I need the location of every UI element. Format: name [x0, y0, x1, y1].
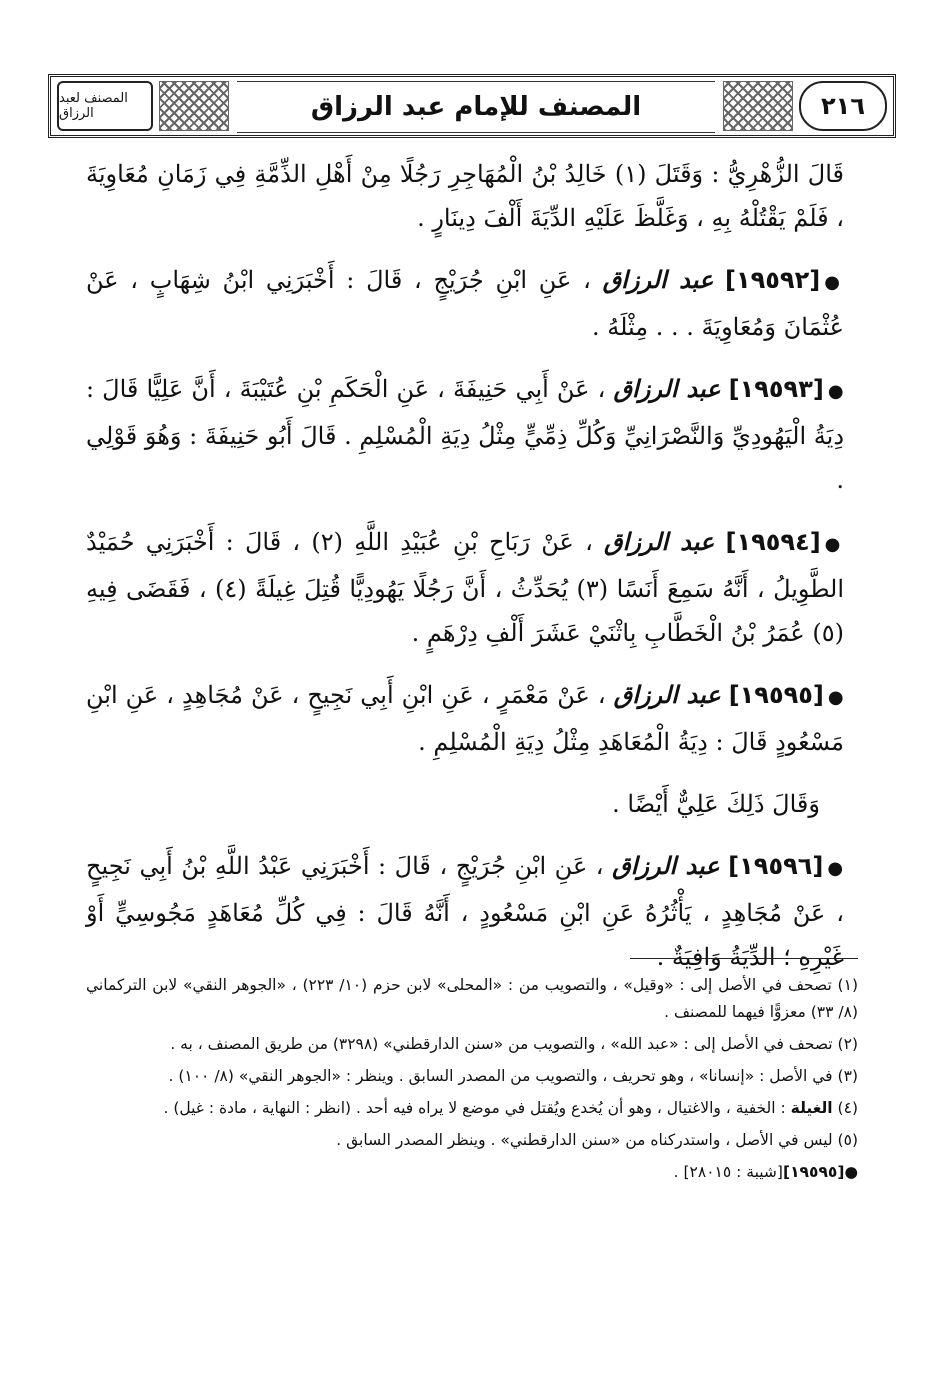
- footnote-label: (٥): [837, 1131, 858, 1149]
- main-text: [86, 152, 844, 997]
- hadith-19593: [86, 367, 844, 502]
- hadith-number: [١٩٥٩٤]: [725, 528, 821, 556]
- paragraph: [86, 152, 844, 240]
- footnote-label: (٤): [837, 1099, 858, 1117]
- hadith-text: ، عَنْ أَبِي حَنِيفَةَ ، عَنِ الْحَكَمِ بْنِ عُتَيْبَةَ ، أَنَّ عَلِيًّا قَالَ : دِيَةُ الْيَهُودِيِّ وَالنَّصْرَانِيِّ وَكُلِّ ذِمِّيٍّ مِثْلُ دِيَةِ الْمُسْلِمِ . قَالَ أَبُو حَنِيفَةَ : وَهُوَ قَوْلِي .: [86, 375, 844, 494]
- footnote-text: تصحف في الأصل إلى : «عبد الله» ، والتصويب من «سنن الدارقطني» (٣٢٩٨) من طريق المصنف ، به .: [170, 1035, 833, 1053]
- bullet-icon: ●: [844, 1163, 858, 1181]
- footnote-term: الغيلة: [790, 1099, 833, 1117]
- hadith-number: [١٩٥٩٢]: [725, 266, 821, 294]
- footnote: [86, 972, 858, 1026]
- footnote: [86, 1127, 858, 1154]
- footnote-text: ليس في الأصل ، واستدركناه من «سنن الدارقطني» . وينظر المصدر السابق .: [336, 1131, 833, 1149]
- hadith-number: [١٩٥٩٣]: [728, 375, 824, 403]
- hadith-text: ، عَنِ ابْنِ جُرَيْجٍ ، قَالَ : أَخْبَرَنِي ابْنُ شِهَابٍ ، عَنْ عُثْمَانَ وَمُعَاوِيَةَ . . . مِثْلَهُ .: [86, 266, 844, 341]
- narrator-name: عبد الرزاق: [612, 851, 720, 880]
- ornament-right: [723, 81, 793, 131]
- hadith-text: ، عَنْ مَعْمَرٍ ، عَنِ ابْنِ أَبِي نَجِيحٍ ، عَنْ مُجَاهِدٍ ، عَنِ ابْنِ مَسْعُودٍ قَالَ : دِيَةُ الْمُعَاهَدِ مِثْلُ دِيَةِ الْمُسْلِمِ .: [86, 681, 844, 756]
- footnotes: [86, 972, 858, 1191]
- footnote: [86, 1095, 858, 1122]
- footnote-label: (٢): [837, 1035, 858, 1053]
- hadith-19592: [86, 258, 844, 349]
- book-seal-icon: [57, 81, 153, 131]
- footnote: [86, 1031, 858, 1058]
- bullet-icon: ●: [827, 687, 844, 708]
- page-header: [48, 74, 896, 138]
- footnote-text: : الخفية ، والاغتيال ، وهو أن يُخدع ويُقتل في موضع لا يراه فيه أحد . (انظر : النهاية ، مادة : غيل) .: [163, 1099, 786, 1117]
- bullet-icon: ●: [824, 272, 844, 293]
- paragraph: [86, 782, 820, 826]
- hadith-19595: [86, 673, 844, 764]
- paragraph-text: وَقَالَ ذَلِكَ عَلِيٌّ أَيْضًا .: [612, 790, 820, 818]
- ornament-left: [159, 81, 229, 131]
- cross-reference: [86, 1159, 858, 1186]
- footnote-label: (٣): [837, 1067, 858, 1085]
- hadith-number: [١٩٥٩٦]: [728, 852, 824, 880]
- footnote: [86, 1063, 858, 1090]
- cross-ref-number: [١٩٥٩٥]: [782, 1163, 845, 1181]
- hadith-19594: [86, 520, 844, 655]
- narrator-name: عبد الرزاق: [604, 527, 715, 556]
- narrator-name: عبد الرزاق: [613, 680, 721, 709]
- paragraph-text: قَالَ الزُّهْرِيُّ : وَقَتَلَ (١) خَالِدُ بْنُ الْمُهَاجِرِ رَجُلًا مِنْ أَهْلِ الذِّمَّةِ فِي زَمَانِ مُعَاوِيَةَ ، فَلَمْ يَقْتُلْهُ بِهِ ، وَغَلَّظَ عَلَيْهِ الدِّيَةَ أَلْفَ دِينَارٍ .: [86, 160, 844, 232]
- footnote-label: (١): [837, 976, 858, 994]
- bullet-icon: ●: [827, 858, 844, 879]
- seal-text: المصنف لعبد الرزاق: [59, 91, 128, 121]
- bullet-icon: ●: [824, 534, 844, 555]
- bullet-icon: ●: [827, 381, 845, 402]
- hadith-text: ، عَنِ ابْنِ جُرَيْجٍ ، قَالَ : أَخْبَرَنِي عَبْدُ اللَّهِ بْنُ أَبِي نَجِيحٍ ، عَنْ مُجَاهِدٍ ، يَأْثُرُهُ عَنِ ابْنِ مَسْعُودٍ ، أَنَّهُ قَالَ : فِي كُلِّ مُعَاهَدٍ مَجُوسِيٍّ أَوْ غَيْرِهِ ؛ الدِّيَةُ وَافِيَةٌ .: [86, 852, 844, 971]
- page-number: ٢١٦: [799, 81, 887, 131]
- footnote-text: في الأصل : «إنسانا» ، وهو تحريف ، والتصويب من المصدر السابق . وينظر : «الجوهر النقي» (٨/ ١٠٠) .: [168, 1067, 833, 1085]
- book-title: المصنف للإمام عبد الرزاق: [237, 81, 715, 133]
- footnote-separator: [630, 958, 858, 959]
- hadith-number: [١٩٥٩٥]: [728, 681, 824, 709]
- footnote-text: تصحف في الأصل إلى : «وقيل» ، والتصويب من : «المحلى» لابن حزم (١٠/ ٢٢٣) ، «الجوهر النقي» لابن التركماني (٨/ ٣٣) معزوًّا فيهما للمصنف .: [86, 976, 858, 1021]
- narrator-name: عبد الرزاق: [613, 374, 721, 403]
- hadith-text: ، عَنْ رَبَاحِ بْنِ عُبَيْدِ اللَّهِ (٢) ، قَالَ : أَخْبَرَنِي حُمَيْدٌ الطَّوِيلُ ، أَنَّهُ سَمِعَ أَنَسًا (٣) يُحَدِّثُ ، أَنَّ رَجُلًا يَهُودِيًّا قُتِلَ غِيلَةً (٤) ، فَقَضَى فِيهِ (٥) عُمَرُ بْنُ الْخَطَّابِ بِاثْنَيْ عَشَرَ أَلْفِ دِرْهَمٍ .: [86, 528, 844, 647]
- cross-ref-text: [شيبة : ٢٨٠١٥] .: [673, 1163, 783, 1181]
- narrator-name: عبد الرزاق: [602, 265, 714, 294]
